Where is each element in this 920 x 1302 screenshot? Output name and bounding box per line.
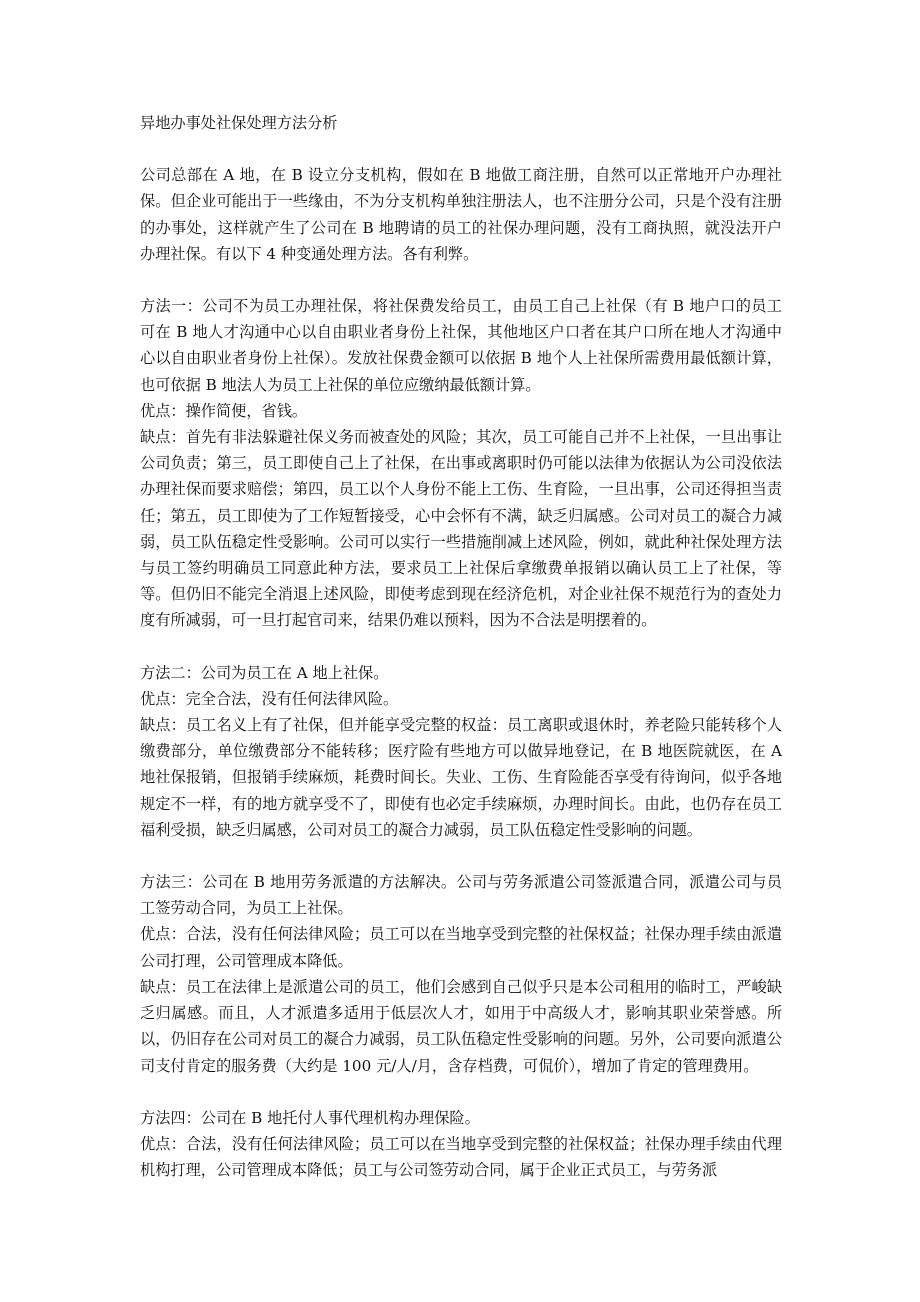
method-pros: 优点：操作简便，省钱。 bbox=[140, 401, 308, 420]
method-one-section bbox=[140, 293, 782, 634]
method-cons: 缺点：首先有非法躲避社保义务而被查处的风险；其次，员工可能自己并不上社保，一旦出事让公司负责；第三，员工即使自己上了社保，在出事或离职时仍可能以法律为依据认为公司没依法办理社保而要求赔偿；第四，员工以个人身份不能上工伤、生育险，一旦出事，公司还得担当责任；第五，员工即使为了工作短暂接受，心中会怀有不满，缺乏归属感。公司对员工的凝合力减弱，员工队伍稳定性受影响。公司可以实行一些措施削减上述风险，例如，就此种社保处理方法与员工签约明确员工同意此种方法，要求员工上社保后拿缴费单报销以确认员工上了社保，等等。但仍旧不能完全消退上述风险，即使考虑到现在经济危机，对企业社保不规范行为的查处力度有所减弱，可一旦打起官司来，结果仍难以预料，因为不合法是明摆着的。 bbox=[140, 428, 782, 630]
method-heading: 方法四：公司在 B 地托付人事代理机构办理保险。 bbox=[140, 1108, 480, 1127]
method-cons: 缺点：员工名义上有了社保，但并能享受完整的权益：员工离职或退休时，养老险只能转移个人缴费部分，单位缴费部分不能转移；医疗险有些地方可以做异地登记，在 B 地医院就医，在 A 地社保报销，但报销手续麻烦，耗费时间长。失业、工伤、生育险能否享受有待询问，似乎各地规定不一样，有的地方就享受不了，即使有也必定手续麻烦，办理时间长。由此，也仍存在员工福利受损，缺乏归属感，公司对员工的凝合力减弱，员工队伍稳定性受影响的问题。 bbox=[140, 716, 782, 839]
method-heading: 方法二：公司为员工在 A 地上社保。 bbox=[140, 663, 389, 682]
method-pros: 优点：合法，没有任何法律风险；员工可以在当地享受到完整的社保权益；社保办理手续由派遣公司打理，公司管理成本降低。 bbox=[140, 925, 782, 970]
method-pros: 优点：合法，没有任何法律风险；员工可以在当地享受到完整的社保权益；社保办理手续由代理机构打理，公司管理成本降低；员工与公司签劳动合同，属于企业正式员工，与劳务派 bbox=[140, 1134, 782, 1180]
method-heading: 方法三：公司在 B 地用劳务派遣的方法解决。公司与劳务派遣公司签派遣合同，派遣公司与员工签劳动合同，为员工上社保。 bbox=[140, 873, 782, 918]
method-pros: 优点：完全合法，没有任何法律风险。 bbox=[140, 689, 399, 708]
method-heading: 方法一：公司不为员工办理社保，将社保费发给员工，由员工自己上社保（有 B 地户口的员工可在 B 地人才沟通中心以自由职业者身份上社保，其他地区户口者在其户口所在地人才沟通中心以自由职业者身份上社保）。发放社保费金额可以依据 B 地个人上社保所需费用最低额计算，也可依据 B 地法人为员工上社保的单位应缴纳最低额计算。 bbox=[140, 297, 782, 394]
intro-paragraph: 公司总部在 A 地，在 B 设立分支机构，假如在 B 地做工商注册，自然可以正常地开户办理社保。但企业可能出于一些缘由，不为分支机构单独注册法人，也不注册分公司，只是个没有注册的办事处，这样就产生了公司在 B 地聘请的员工的社保办理问题，没有工商执照，就没法开户办理社保。有以下 4 种变通处理方法。各有利弊。 bbox=[140, 166, 782, 263]
document-title: 异地办事处社保处理方法分析 bbox=[140, 114, 338, 132]
method-three-section bbox=[140, 869, 782, 1079]
document-body bbox=[140, 110, 782, 1183]
method-cons: 缺点：员工在法律上是派遣公司的员工，他们会感到自己似乎只是本公司租用的临时工，严峻缺乏归属感。而且，人才派遣多适用于低层次人才，如用于中高级人才，影响其职业荣誉感。所以，仍旧存在公司对员工的凝合力减弱，员工队伍稳定性受影响的问题。另外，公司要向派遣公司支付肯定的服务费（大约是 100 元/人/月，含存档费，可侃价），增加了肯定的管理费用。 bbox=[140, 977, 782, 1075]
method-four-section bbox=[140, 1105, 782, 1184]
method-two-section bbox=[140, 660, 782, 843]
